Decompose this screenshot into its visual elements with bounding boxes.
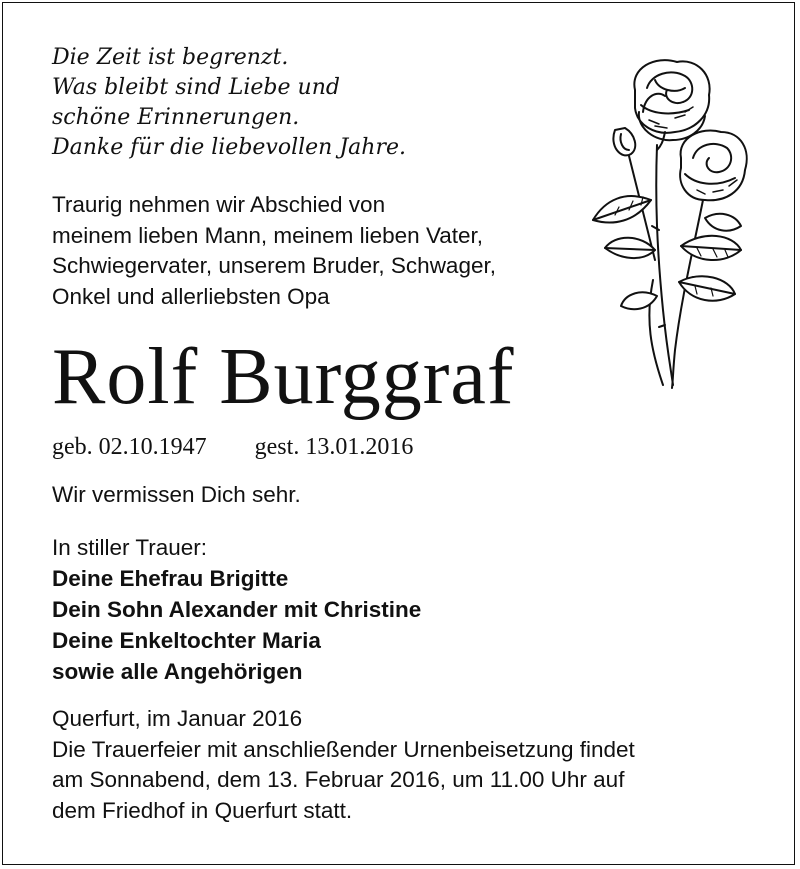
mourners-block (52, 532, 421, 687)
farewell-intro (52, 190, 496, 312)
motto-line: schöne Erinnerungen. (52, 105, 300, 130)
mourner: Dein Sohn Alexander mit Christine (52, 597, 422, 622)
roses-icon (585, 50, 755, 395)
intro-line: Traurig nehmen wir Abschied von (52, 192, 386, 217)
funeral-notice (52, 704, 635, 826)
mourner: sowie alle Angehörigen (52, 659, 303, 684)
closing-line: Die Trauerfeier mit anschließender Urnenbeisetzung findet (52, 736, 635, 762)
closing-line: Querfurt, im Januar 2016 (52, 706, 303, 731)
mourner: Deine Enkeltochter Maria (52, 628, 321, 653)
motto-line: Was bleibt sind Liebe und (52, 75, 340, 100)
intro-line: Onkel und allerliebsten Opa (52, 283, 330, 309)
intro-line: Schwiegervater, unserem Bruder, Schwager, (52, 253, 496, 278)
closing-line: dem Friedhof in Querfurt statt. (52, 797, 353, 823)
birth-date: geb. 02.10.1947 (52, 434, 207, 460)
death-date: gest. 13.01.2016 (254, 434, 414, 460)
mourning-heading: In stiller Trauer: (52, 535, 208, 560)
life-dates (52, 432, 413, 462)
mourner: Deine Ehefrau Brigitte (52, 566, 289, 591)
motto-line: Die Zeit ist begrenzt. (52, 45, 289, 70)
miss-text: Wir vermissen Dich sehr. (52, 482, 301, 507)
intro-line: meinem lieben Mann, meinem lieben Vater, (52, 222, 484, 248)
closing-line: am Sonnabend, dem 13. Februar 2016, um 11.00 Uhr auf (52, 767, 625, 792)
deceased-name: Rolf Burggraf (52, 333, 515, 421)
motto (52, 43, 406, 163)
motto-line: Danke für die liebevollen Jahre. (52, 135, 406, 160)
